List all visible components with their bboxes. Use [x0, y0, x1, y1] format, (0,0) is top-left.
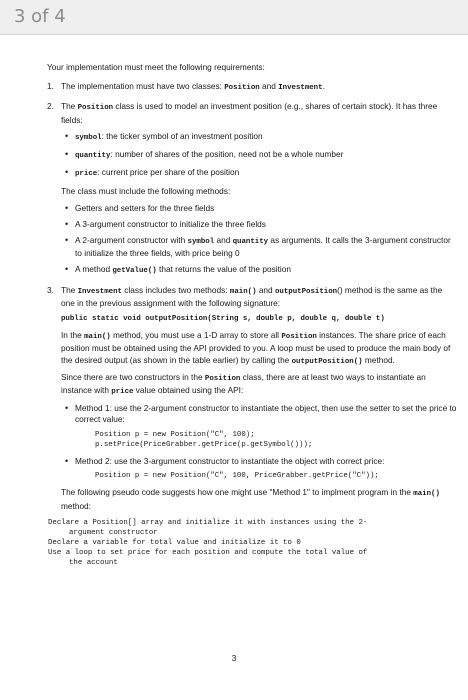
paragraph-text: method:: [61, 500, 91, 511]
class-name: Investment: [77, 287, 122, 296]
pseudo-code: [48, 518, 448, 568]
intro-text: Your implementation must meet the following requirements:: [47, 62, 265, 72]
field-list: [61, 131, 457, 181]
method-name: main(): [84, 333, 111, 342]
code-line: the account: [69, 558, 118, 567]
requirement-1: [47, 81, 457, 94]
requirement-number: 3.: [47, 284, 54, 295]
paragraph-text: method, you must use a 1-D array to store all: [110, 330, 282, 341]
field-name: quantity: [232, 238, 269, 247]
method-name: main(): [229, 287, 257, 296]
requirement-text: .: [322, 81, 325, 92]
option-text: Method 1: use the 2-argument constructor to instantiate the object, then use the setter to set the price to correct value:: [75, 403, 457, 425]
paragraph-text: method.: [362, 354, 395, 365]
code-line: Use a loop to set price for each position and compute the total value of: [48, 548, 368, 557]
field-name: quantity: [75, 152, 111, 161]
paragraph-text: Since there are two constructors in the: [61, 371, 205, 382]
paragraph-text: value obtained using the API:: [133, 385, 244, 396]
paragraph-text: class, there are at least two ways to instantiate an instance with: [61, 371, 426, 396]
page-indicator: 3 of 4: [14, 6, 66, 27]
methods-label: The class must include the following methods:: [61, 186, 231, 197]
class-name: Position: [281, 333, 317, 342]
class-name: Investment: [278, 84, 323, 93]
method-name: main(): [413, 490, 440, 499]
paragraph-text: instances. The share price of each position must be obtained using the API provided to you. A loop must be used to produce the main body of the desired output (as shown in the table earlier) by calling the: [61, 330, 451, 365]
requirement-text: and: [259, 81, 279, 92]
list-item: [61, 235, 457, 259]
field-name: symbol: [187, 238, 215, 247]
requirement-text: The: [61, 284, 78, 295]
requirement-text: class includes two methods:: [121, 284, 230, 295]
field-name: price: [75, 170, 98, 179]
list-item: [61, 264, 457, 277]
method-name: outputPosition: [274, 287, 338, 296]
list-item: [61, 403, 457, 450]
requirement-text: and: [256, 284, 275, 295]
paragraph-text: The following pseudo code suggests how one might use "Method 1" to implment program in the: [61, 487, 414, 498]
method-name: getValue(): [112, 267, 157, 276]
list-item: • A 3-argument constructor to initialize the three fields: [61, 219, 457, 230]
page-number: 3: [231, 653, 237, 663]
list-item: [61, 167, 457, 180]
code-line: Position p = new Position("C", 100);: [95, 430, 255, 439]
list-item: [61, 456, 457, 482]
requirement-number: 1.: [47, 81, 54, 92]
requirement-number: 2.: [47, 101, 54, 112]
field-desc: : the ticker symbol of an investment position: [101, 130, 263, 141]
requirement-text: class is used to model an investment position (e.g., shares of certain stock). It has three fields:: [61, 101, 438, 125]
class-name: Position: [224, 84, 260, 93]
document-body: [47, 62, 457, 575]
field-desc: : current price per share of the position: [97, 167, 240, 178]
field-name: price: [111, 388, 134, 397]
method-text: and: [214, 235, 233, 246]
paragraph: [61, 487, 457, 511]
code-line: Declare a variable for total value and initialize it to 0: [48, 538, 301, 547]
requirement-text: The implementation must have two classes:: [61, 81, 225, 92]
code-line: argument constructor: [69, 528, 158, 537]
requirement-3: [47, 285, 457, 568]
page-toolbar: [0, 0, 468, 35]
field-name: symbol: [75, 133, 102, 142]
list-item: [61, 149, 457, 162]
requirement-2: [47, 101, 457, 277]
option-text: Method 2: use the 3-argument constructor to instantiate the object with correct price:: [75, 455, 385, 466]
method-text: as arguments. It calls the 3-argument constructor to initialize the three fields, with price being 0: [75, 235, 451, 259]
list-item: [61, 131, 457, 144]
class-name: Position: [77, 104, 114, 113]
requirement-text: () method is the same as the one in the previous assignment with the following signature:: [61, 284, 443, 308]
code-snippet: [95, 471, 457, 482]
paragraph: [61, 372, 457, 398]
code-snippet: [95, 430, 457, 451]
paragraph-text: In the: [61, 330, 85, 341]
paragraph: [61, 330, 457, 368]
list-item: • Getters and setters for the three fields: [61, 203, 457, 214]
method-text: A method: [75, 264, 113, 275]
method-options: [61, 403, 457, 481]
requirement-text: The: [61, 101, 78, 112]
method-signature: public static void outputPosition(String s, double p, double q, double t): [61, 315, 385, 324]
code-line: Position p = new Position("C", 100, PriceGrabber.getPrice("C"));: [95, 471, 379, 480]
method-list: [61, 203, 457, 278]
code-line: p.setPrice(PriceGrabber.getPrice(p.getSymbol()));: [95, 441, 313, 450]
method-text: A 2-argument constructor with: [75, 235, 188, 246]
code-line: Declare a Position[] array and initialize it with instances using the 2-: [48, 518, 368, 527]
method-name: outputPosition(): [291, 357, 363, 366]
method-text: that returns the value of the position: [156, 264, 291, 275]
field-desc: : number of shares of the position, need not be a whole number: [110, 149, 344, 160]
class-name: Position: [204, 374, 241, 383]
